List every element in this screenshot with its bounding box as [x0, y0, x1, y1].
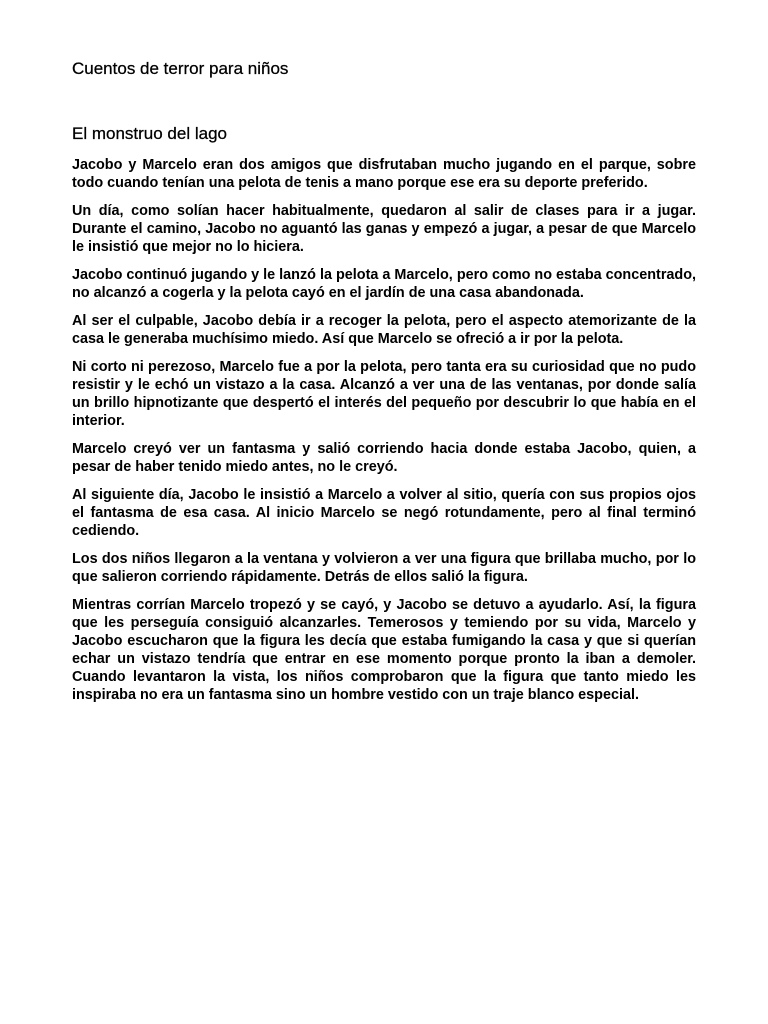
paragraph-5: Ni corto ni perezoso, Marcelo fue a por la pelota, pero tanta era su curiosidad que no pudo resistir y le echó un vistazo a la casa. Alcanzó a ver una de las ventanas, por donde salía un brillo hipnotizante que despertó el interés del pequeño por descubrir lo que había en el interior. [72, 359, 696, 429]
paragraph-1: Jacobo y Marcelo eran dos amigos que disfrutaban mucho jugando en el parque, sobre todo cuando tenían una pelota de tenis a mano porque ese era su deporte preferido. [72, 157, 696, 191]
story-title: El monstruo del lago [72, 124, 227, 143]
document-title: Cuentos de terror para niños [72, 59, 289, 78]
paragraph-4: Al ser el culpable, Jacobo debía ir a recoger la pelota, pero el aspecto atemorizante de la casa le generaba muchísimo miedo. Así que Marcelo se ofreció a ir por la pelota. [72, 313, 696, 347]
story-body [72, 156, 696, 704]
paragraph-9: Mientras corrían Marcelo tropezó y se cayó, y Jacobo se detuvo a ayudarlo. Así, la figura que les perseguía consiguió alcanzarles. Temerosos y temiendo por su vida, Marcelo y Jacobo escucharon que la figura les decía que estaba fumigando la casa y que si querían echar un vistazo tendría que entrar en ese momento porque pronto la iban a demoler. Cuando levantaron la vista, los niños comprobaron que la figura que tanto miedo les inspiraba no era un fantasma sino un hombre vestido con un traje blanco especial. [72, 597, 696, 703]
document-page [72, 58, 696, 714]
paragraph-7: Al siguiente día, Jacobo le insistió a Marcelo a volver al sitio, quería con sus propios ojos el fantasma de esa casa. Al inicio Marcelo se negó rotundamente, pero al final terminó cediendo. [72, 487, 696, 539]
paragraph-6: Marcelo creyó ver un fantasma y salió corriendo hacia donde estaba Jacobo, quien, a pesar de haber tenido miedo antes, no le creyó. [72, 441, 696, 475]
paragraph-3: Jacobo continuó jugando y le lanzó la pelota a Marcelo, pero como no estaba concentrado, no alcanzó a cogerla y la pelota cayó en el jardín de una casa abandonada. [72, 267, 696, 301]
paragraph-8: Los dos niños llegaron a la ventana y volvieron a ver una figura que brillaba mucho, por lo que salieron corriendo rápidamente. Detrás de ellos salió la figura. [72, 551, 696, 585]
paragraph-2: Un día, como solían hacer habitualmente, quedaron al salir de clases para ir a jugar. Durante el camino, Jacobo no aguantó las ganas y empezó a jugar, a pesar de que Marcelo le insistió que mejor no lo hiciera. [72, 203, 696, 255]
